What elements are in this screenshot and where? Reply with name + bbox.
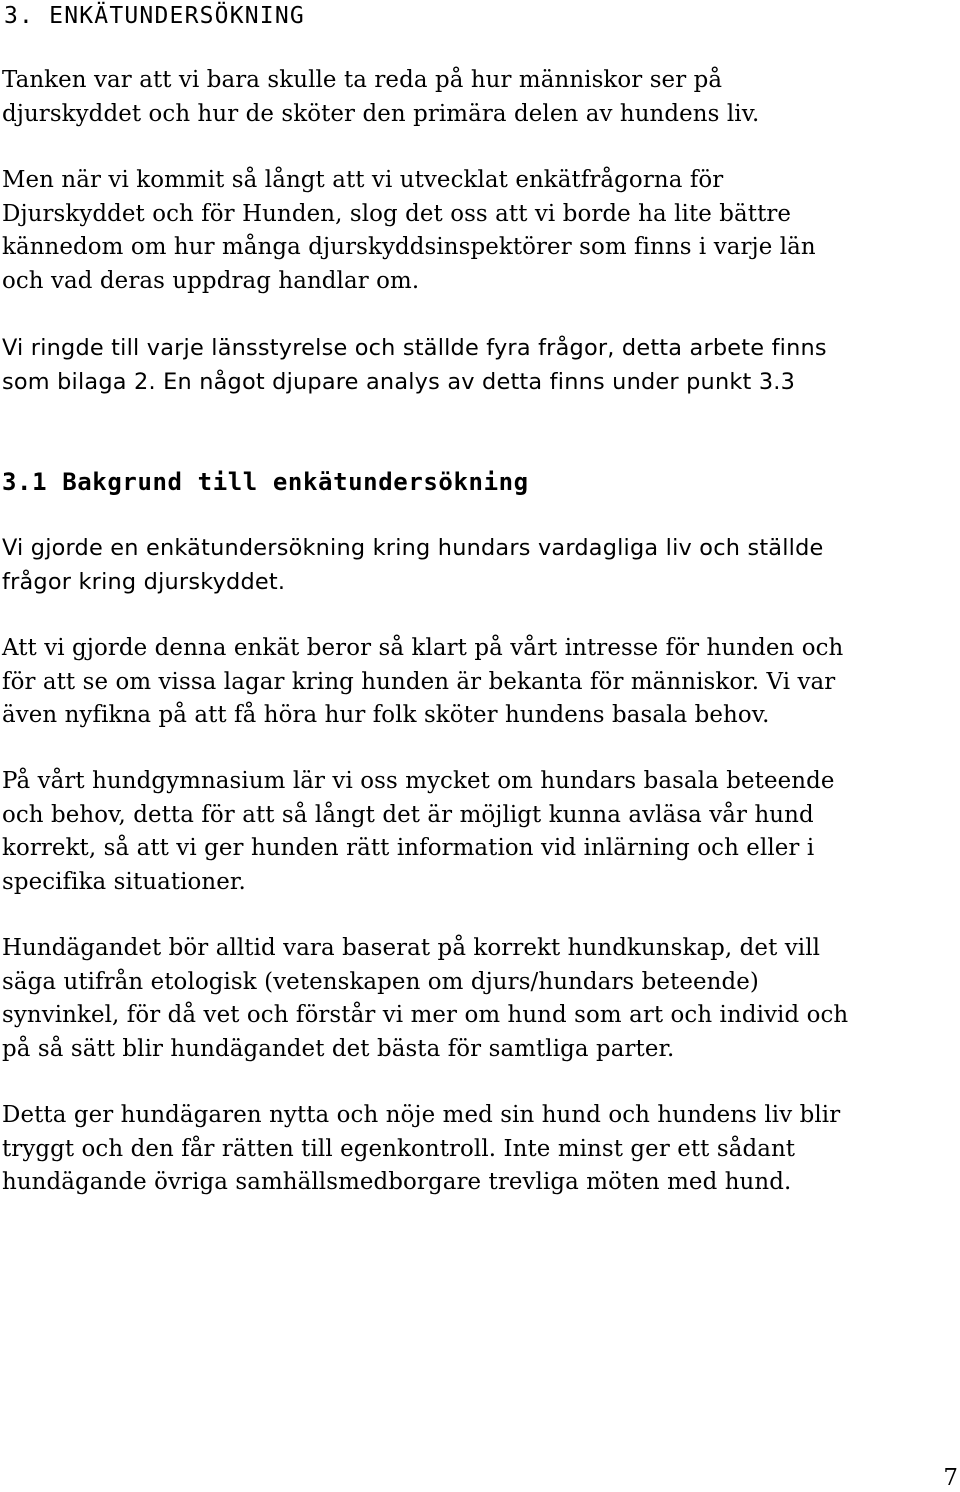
text-line: På vårt hundgymnasium lär vi oss mycket om hundars basala beteende	[2, 768, 835, 794]
text-line: djurskyddet och hur de sköter den primära delen av hundens liv.	[2, 100, 760, 127]
text-line: Men när vi kommit så långt att vi utvecklat enkätfrågorna för	[2, 167, 724, 193]
text-line: korrekt, så att vi ger hunden rätt information vid inlärning och eller i	[2, 835, 815, 861]
section-paragraph-2	[2, 632, 960, 733]
text-line: specifika situationer.	[2, 868, 246, 895]
text-line: Detta ger hundägaren nytta och nöje med sin hund och hundens liv blir	[2, 1102, 841, 1128]
text-line: och vad deras uppdrag handlar om.	[2, 267, 420, 294]
section-paragraph-5	[2, 1099, 960, 1200]
text-line: Tanken var att vi bara skulle ta reda på hur människor ser på	[2, 67, 723, 93]
text-line: för att se om vissa lagar kring hunden är bekanta för människor. Vi var	[2, 668, 836, 695]
text-line: Vi gjorde en enkätundersökning kring hundars vardagliga liv och ställde	[2, 535, 824, 561]
text-line: Vi ringde till varje länsstyrelse och ställde fyra frågor, detta arbete finns	[2, 335, 827, 361]
page-number: 7	[943, 1465, 958, 1491]
text-line: även nyfikna på att få höra hur folk sköter hundens basala behov.	[2, 702, 770, 728]
section-heading: 3. ENKÄTUNDERSÖKNING	[4, 3, 305, 29]
section-paragraph-3	[2, 765, 960, 899]
section-paragraph-1	[2, 532, 960, 599]
text-line: kännedom om hur många djurskyddsinspektörer som finns i varje län	[2, 234, 816, 260]
text-line: frågor kring djurskyddet.	[2, 568, 286, 595]
intro-paragraph-1	[2, 64, 960, 131]
text-line: synvinkel, för då vet och förstår vi mer om hund som art och individ och	[2, 1002, 849, 1028]
text-line: säga utifrån etologisk (vetenskapen om djurs/hundars beteende)	[2, 968, 759, 995]
text-line: hundägande övriga samhällsmedborgare trevliga möten med hund.	[2, 1169, 792, 1195]
text-line: tryggt och den får rätten till egenkontroll. Inte minst ger ett sådant	[2, 1135, 796, 1162]
section-paragraph-4	[2, 932, 960, 1066]
subsection-heading: 3.1 Bakgrund till enkätundersökning	[2, 468, 529, 496]
text-line: Hundägandet bör alltid vara baserat på korrekt hundkunskap, det vill	[2, 935, 821, 961]
text-line: som bilaga 2. En något djupare analys av detta finns under punkt 3.3	[2, 368, 796, 395]
intro-paragraph-2	[2, 164, 960, 298]
intro-paragraph-3	[2, 332, 960, 399]
text-line: på så sätt blir hundägandet det bästa för samtliga parter.	[2, 1035, 675, 1062]
text-line: Att vi gjorde denna enkät beror så klart på vårt intresse för hunden och	[2, 635, 844, 661]
text-line: och behov, detta för att så långt det är möjligt kunna avläsa vår hund	[2, 801, 814, 828]
text-line: Djurskyddet och för Hunden, slog det oss att vi borde ha lite bättre	[2, 200, 792, 227]
